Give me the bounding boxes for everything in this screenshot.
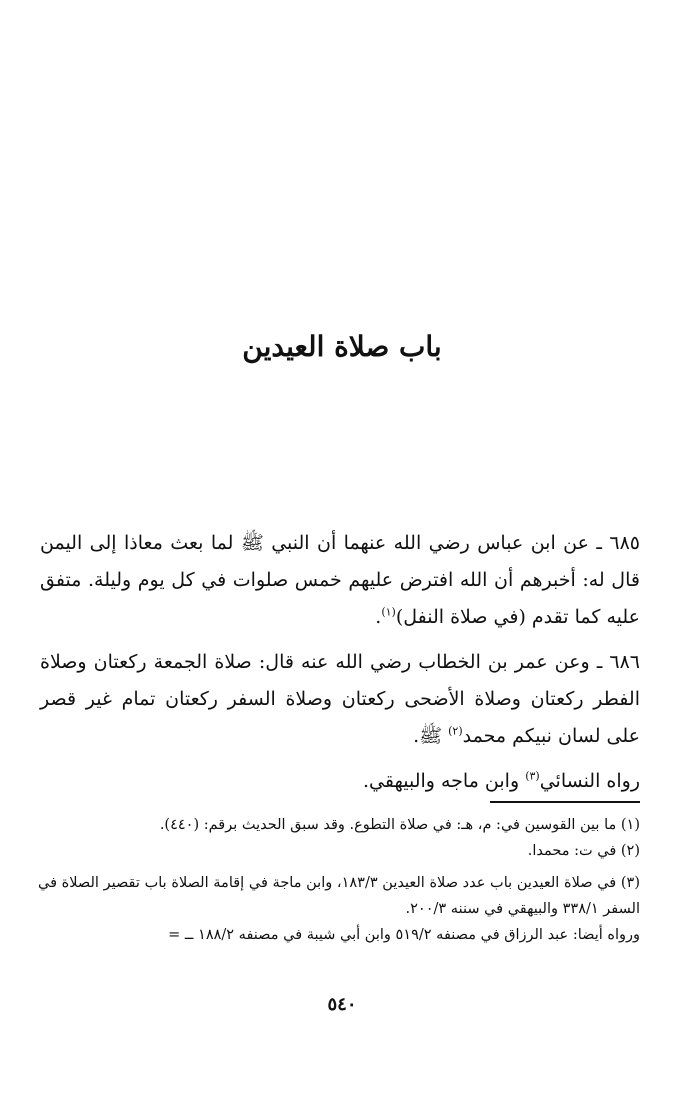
narration-after: وابن ماجه والبيهقي. — [363, 770, 526, 792]
narration-line — [40, 763, 640, 800]
hadith-685 — [40, 525, 640, 636]
page-number: ٥٤٠ — [327, 994, 357, 1015]
footnote-divider — [490, 801, 640, 803]
narration-before: رواه النسائي — [539, 770, 640, 792]
main-text — [40, 525, 640, 800]
footnote-ref-2: (٢) — [448, 724, 463, 738]
footnote-3: (٣) في صلاة العيدين باب عدد صلاة العيدين ١٨٣/٣، وابن ماجة في إقامة الصلاة باب تقصير الصلاة في السفر ٣٣٨/١ والبيهقي في سننه ٢٠٠/٣. — [38, 875, 641, 917]
hadith-685-text: ٦٨٥ ـ عن ابن عباس رضي الله عنهما أن النبي ﷺ لما بعث معاذا إلى اليمن قال له: أخبرهم أن الله افترض عليهم خمس صلوات في كل يوم وليلة. متفق عليه كما تقدم (في صلاة النفل) — [40, 532, 640, 628]
footnotes — [38, 812, 640, 948]
footnote-2: (٢) في ت: محمدا. — [527, 843, 640, 859]
footnote-ref-3: (٣) — [525, 769, 540, 783]
hadith-686 — [40, 644, 640, 755]
hadith-686-text: ٦٨٦ ـ وعن عمر بن الخطاب رضي الله عنه قال: صلاة الجمعة ركعتان وصلاة الفطر ركعتان وصلاة الأضحى ركعتان وصلاة السفر ركعتان تمام غير قصر على لسان نبيكم محمد — [40, 651, 640, 747]
footnote-ref-1: (١) — [381, 605, 396, 619]
footnote-1: (١) ما بين القوسين في: م، هـ: في صلاة التطوع. وقد سبق الحديث برقم: (٤٤٠). — [159, 817, 640, 833]
footnote-3-continued: ورواه أيضا: عبد الرزاق في مصنفه ٥١٩/٢ وابن أبي شيبة في مصنفه ١٨٨/٢ ــ = — [168, 927, 640, 943]
hadith-686-end: ﷺ. — [413, 725, 449, 747]
chapter-title: باب صلاة العيدين — [242, 330, 442, 363]
hadith-685-end: . — [375, 606, 382, 628]
